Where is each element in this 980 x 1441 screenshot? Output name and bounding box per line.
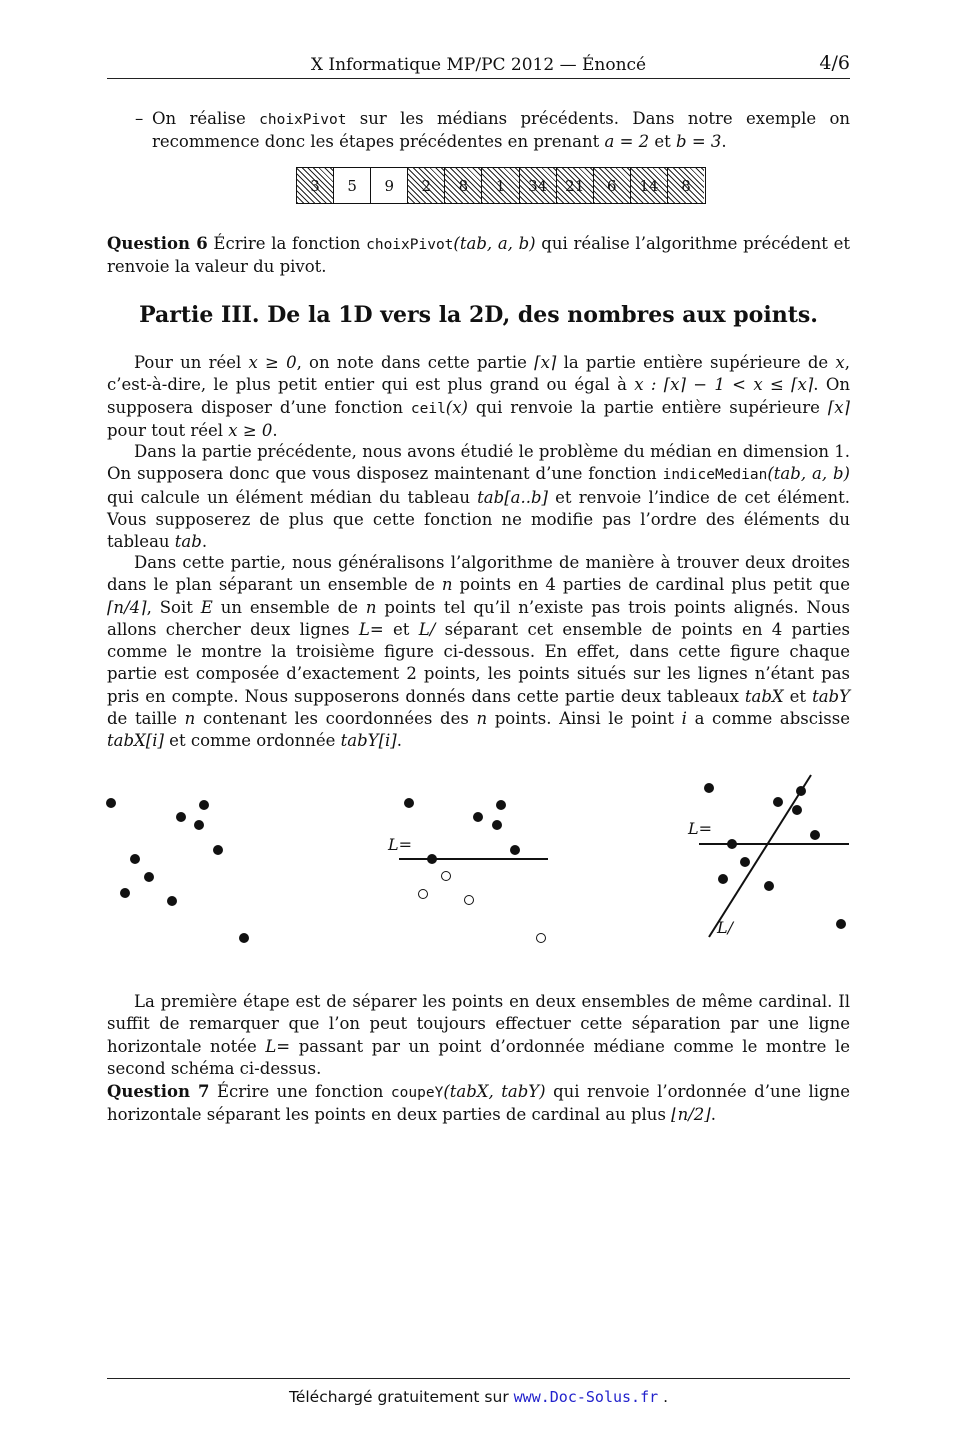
question-7-block (107, 1081, 850, 1127)
paragraph (107, 352, 850, 442)
array-cell (297, 168, 334, 203)
point (704, 783, 714, 793)
footer-link[interactable]: www.Doc-Solus.fr (513, 1388, 659, 1406)
text: . (710, 1105, 716, 1125)
point (194, 820, 204, 830)
code-coupey: coupeY (390, 1085, 444, 1101)
point (496, 800, 506, 810)
paragraph (107, 991, 850, 1080)
text: . (201, 532, 208, 552)
point (239, 933, 249, 943)
text: . (272, 420, 278, 440)
array-cell-value: 5 (347, 176, 357, 195)
text: Pour un réel (134, 353, 249, 372)
question-7 (107, 1081, 850, 1127)
point (792, 805, 802, 815)
math: (tab, a, b) (453, 234, 536, 253)
text: , on note dans cette partie (296, 353, 535, 372)
hollow-point (442, 872, 451, 881)
text: contenant les coordonnées des (195, 709, 477, 729)
array-cell-value: 21 (565, 176, 585, 195)
label-l-slash: L/ (717, 918, 734, 937)
array-cell (482, 168, 519, 203)
point (213, 845, 223, 855)
math: ⌊n/2⌋ (671, 1105, 711, 1125)
code-choixpivot: choixPivot (366, 237, 454, 253)
math: (tab, a, b) (767, 464, 850, 484)
text: . (721, 132, 727, 152)
point (796, 786, 806, 796)
slanted-line-l-slash (709, 775, 811, 937)
question-6-block (107, 233, 850, 279)
text: Écrire la fonction (207, 234, 367, 253)
paragraph (107, 552, 850, 753)
math: ⌈x⌉ (534, 353, 557, 372)
math: L/ (418, 619, 436, 639)
hollow-point (537, 934, 546, 943)
text: , Soit (146, 597, 201, 617)
point (492, 820, 502, 830)
text: et renvoie l’indice de cet élément. Vous supposerez de plus que cette fonction ne modifie pas l’ordre des éléments du tableau (107, 487, 850, 552)
point (199, 800, 209, 810)
code-ceil: ceil (410, 400, 446, 417)
text: et (649, 132, 677, 152)
point (120, 888, 130, 898)
text: et (383, 619, 419, 639)
text: séparant cet ensemble de points en 4 parties comme le montre la troisième figure ci-dessous. En effet, dans cette figure chaque partie est composée d’exactement 2 points, les points situés sur les lignes n’étant pas pris en compte. Nous supposerons donnés dans cette partie deux tableaux (107, 619, 850, 706)
math: E (200, 597, 213, 617)
bullet-dash: – (135, 109, 144, 128)
array-cell-value: 8 (458, 176, 469, 195)
point (718, 874, 728, 884)
array-cell (334, 168, 371, 203)
pivot-array-figure (296, 167, 706, 204)
question-6 (107, 233, 850, 279)
code-choixpivot: choixPivot (259, 112, 347, 128)
text: pour tout réel (107, 420, 229, 440)
point (510, 845, 520, 855)
math: n (441, 575, 453, 595)
hollow-point (419, 890, 428, 899)
text: de taille (107, 709, 185, 729)
text: . On supposera disposer d’une fonction (107, 375, 850, 417)
math: n (365, 597, 377, 617)
panel-1-points (106, 798, 249, 943)
text: un ensemble de (212, 597, 366, 617)
text: qui réalise l’algorithme précédent et renvoie la valeur du pivot. (107, 234, 850, 277)
array-cell-value: 6 (607, 176, 617, 195)
math: tabY (812, 686, 850, 706)
math: (tabX, tabY) (443, 1082, 546, 1101)
math: x (835, 353, 845, 372)
code-indicemedian: indiceMedian (662, 467, 768, 484)
text: passant par un point d’ordonnée médiane comme le montre le second schéma ci-dessus. (107, 1036, 850, 1078)
page-header (107, 52, 850, 79)
math: x ≥ 0 (248, 353, 297, 372)
math: i (681, 709, 687, 729)
text: , c’est-à-dire, le plus petit entier qui est plus grand ou égal à (107, 353, 850, 395)
array-cell (594, 168, 631, 203)
point (473, 812, 483, 822)
array-cell-value: 14 (639, 176, 659, 195)
point (404, 798, 414, 808)
point (773, 797, 783, 807)
array-cell (445, 168, 482, 203)
points-figure (100, 770, 860, 945)
array-cell (408, 168, 445, 203)
math: n (184, 709, 196, 729)
math: ⌈x⌉ (827, 397, 850, 417)
panel-3-points (687, 775, 849, 937)
question-label: Question 7 (107, 1082, 210, 1101)
array-cell-value: 9 (384, 176, 394, 195)
text: la partie entière supérieure de (556, 353, 836, 372)
section-title: Partie III. De la 1D vers la 2D, des nombres aux points. (139, 302, 818, 328)
header-title: X Informatique MP/PC 2012 — Énoncé (310, 55, 647, 75)
text: La première étape est de séparer les points en deux ensembles de même cardinal. Il suffit de remarquer que l’on peut toujours effectuer cette séparation par une ligne horizontale notée (107, 992, 850, 1056)
label-l-eq: L= (388, 835, 413, 854)
point (167, 896, 177, 906)
text: qui renvoie la partie entière supérieure (467, 397, 828, 417)
point (130, 854, 140, 864)
math: L= (358, 619, 384, 639)
math: L= (265, 1036, 291, 1056)
math: ⌈n/4⌉ (107, 597, 147, 617)
text: points. Ainsi le point (487, 709, 682, 729)
point (427, 854, 437, 864)
array-cell-value: 2 (421, 176, 432, 195)
paragraph-ceil (107, 352, 850, 442)
page-number: 4/6 (819, 52, 850, 74)
text: qui renvoie l’ordonnée d’une ligne horizontale séparant les points en deux parties de cardinal au plus (107, 1082, 850, 1125)
footer-text: Téléchargé gratuitement sur (288, 1388, 514, 1406)
question-label: Question 6 (107, 234, 208, 253)
hollow-point (465, 896, 474, 905)
math: tab[a..b] (477, 487, 548, 507)
paragraph (107, 441, 850, 553)
text: Dans cette partie, nous généralisons l’algorithme de manière à trouver deux droites dans le plan séparant un ensemble de (107, 553, 850, 595)
text: qui calcule un élément médian du tableau (107, 487, 478, 507)
text: Écrire une fonction (209, 1082, 391, 1101)
point (144, 872, 154, 882)
point (810, 830, 820, 840)
text: Dans la partie précédente, nous avons étudié le problème du médian en dimension 1. On supposera donc que vous disposez maintenant d’une fonction (107, 442, 850, 484)
math: tabY[i] (340, 731, 397, 751)
point (764, 881, 774, 891)
text: et (783, 686, 813, 706)
text: a comme abscisse (686, 709, 850, 729)
text: et comme ordonnée (163, 731, 341, 751)
array-cell (520, 168, 557, 203)
text: On réalise (152, 109, 260, 128)
point (836, 919, 846, 929)
point (106, 798, 116, 808)
math: n (476, 709, 488, 729)
text: points en 4 parties de cardinal plus petit que (452, 575, 850, 595)
array-cell (668, 168, 704, 203)
math: tabX[i] (107, 731, 164, 751)
text: sur les médians précédents. Dans notre exemple on recommence donc les étapes précédentes en prenant (152, 109, 851, 152)
pivot-array (296, 167, 706, 204)
array-cell-value: 34 (528, 176, 548, 195)
point (176, 812, 186, 822)
math: x : ⌈x⌉ − 1 < x ≤ ⌈x⌉ (634, 375, 814, 395)
paragraph-indicemedian (107, 441, 850, 553)
math: (x) (445, 397, 468, 417)
paragraph-premiere-etape (107, 991, 850, 1080)
math: x ≥ 0 (228, 420, 273, 440)
math: tab (174, 532, 202, 552)
array-cell-value: 1 (495, 176, 506, 195)
math: a = 2 (604, 132, 650, 152)
paragraph-generalisation (107, 552, 850, 753)
array-cell (631, 168, 668, 203)
array-cell (371, 168, 408, 203)
panel-2-points (387, 798, 548, 943)
array-cell-value: 3 (310, 176, 320, 195)
point (727, 839, 737, 849)
math: b = 3 (676, 132, 722, 152)
math: tabX (744, 686, 784, 706)
array-cell-value: 8 (681, 176, 691, 195)
text: . (396, 731, 402, 751)
text: points tel qu’il n’existe pas trois points alignés. Nous allons chercher deux lignes (107, 597, 850, 639)
label-l-eq: L= (688, 819, 713, 838)
bullet-choixpivot (107, 108, 850, 154)
page-body (107, 108, 850, 154)
footer-end: . (658, 1388, 668, 1406)
array-cell (557, 168, 594, 203)
point (740, 857, 750, 867)
page-footer (107, 1378, 850, 1406)
